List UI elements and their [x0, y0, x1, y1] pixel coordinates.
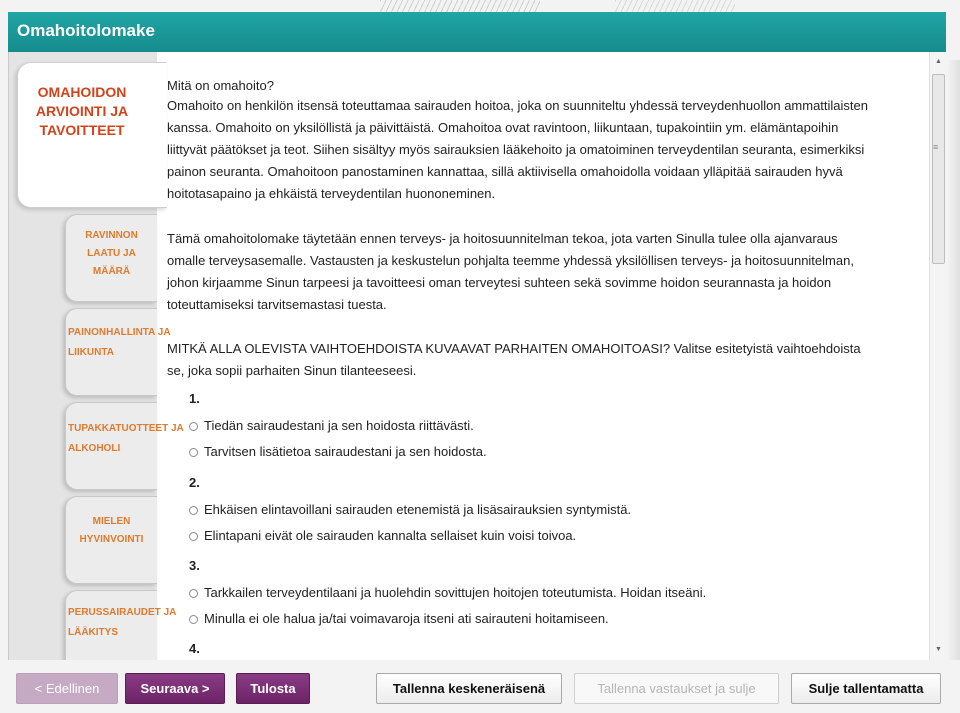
tab-strip	[9, 52, 184, 660]
tab-mielen-hyvinvointi[interactable]	[65, 496, 157, 584]
grip-icon: ≡	[933, 142, 939, 152]
save-draft-button[interactable]: Tallenna keskeneräisenä	[376, 673, 562, 704]
scroll-up-arrow-icon[interactable]: ▲	[935, 58, 942, 65]
tab-omahoidon-arviointi[interactable]	[17, 62, 167, 208]
question-intro-line: MITKÄ ALLA OLEVISTA VAIHTOEHDOISTA KUVAAVAT PARHAITEN OMAHOITOASI? Valitse esitetyistä vaihtoehdoista	[167, 341, 861, 356]
tab-label-active: OMAHOIDON ARVIOINTI JA TAVOITTEET	[35, 84, 129, 138]
tab-label: TUPAKKATUOTTEET JA ALKOHOLI	[68, 423, 184, 454]
intro-line: hoitotasapaino ja ehkäistä terveydentilan huononeminen.	[167, 186, 496, 201]
answer-option[interactable]	[189, 609, 609, 629]
window-title: Omahoitolomake	[8, 12, 946, 52]
option-label: Elintapani eivät ole sairauden kannalta sellaiset kuin voisi toivoa.	[204, 528, 577, 543]
tab-label: MIELEN HYVINVOINTI	[79, 516, 144, 545]
intro-line: kanssa. Omahoito on yksilöllistä ja päivittäistä. Omahoitoa ovat ravintoon, liikuntaan, tupakointiin ym. elämäntapoihin	[167, 120, 839, 135]
tab-tupakka[interactable]	[65, 402, 184, 490]
decorative-edge	[946, 60, 960, 660]
save-and-close-button[interactable]: Tallenna vastaukset ja sulje	[574, 673, 779, 704]
print-button[interactable]: Tulosta	[236, 673, 310, 704]
question-number: 3.	[189, 558, 200, 573]
intro-line: painon seuranta. Omahoitoon panostaminen kannattaa, sillä aktiivisella omahoidolla voidaan ylläpitää sairauden hyvä	[167, 164, 843, 179]
answer-option[interactable]	[189, 416, 474, 436]
radio-button[interactable]	[189, 422, 198, 431]
radio-button[interactable]	[189, 589, 198, 598]
previous-button[interactable]: < Edellinen	[16, 673, 118, 704]
scrollbar-thumb[interactable]	[932, 74, 945, 264]
form-info-line: Tämä omahoitolomake täytetään ennen terveys- ja hoitosuunnitelman tekoa, jota varten Sinulla tulee olla ajanvaraus	[167, 231, 838, 246]
radio-button[interactable]	[189, 448, 198, 457]
question-number: 4.	[189, 641, 200, 656]
radio-button[interactable]	[189, 532, 198, 541]
option-label: Tiedän sairaudestani ja sen hoidosta riittävästi.	[204, 418, 474, 433]
tab-label: PAINONHALLINTA JA LIIKUNTA	[68, 327, 171, 358]
radio-button[interactable]	[189, 615, 198, 624]
radio-button[interactable]	[189, 506, 198, 515]
tab-label: RAVINNON LAATU JA MÄÄRÄ	[85, 230, 138, 277]
tab-label: PERUSSAIRAUDET JA LÄÄKITYS	[68, 607, 176, 638]
question-number: 1.	[189, 391, 200, 406]
option-label: Tarkkailen terveydentilaani ja huolehdin sovittujen hoitojen toteutumista. Hoidan itseäni.	[204, 585, 707, 600]
answer-option[interactable]	[189, 500, 631, 520]
question-number: 2.	[189, 475, 200, 490]
form-info-line: toteuttamiseksi tarvitsemastasi tuesta.	[167, 297, 387, 312]
vertical-scrollbar[interactable]	[929, 52, 946, 660]
scroll-down-arrow-icon[interactable]: ▼	[935, 646, 942, 653]
form-panel	[8, 52, 946, 660]
option-label: Minulla ei ole halua ja/tai voimavaroja itseni ati sairauteni hoitamiseen.	[204, 611, 609, 626]
intro-line: Omahoito on henkilön itsensä toteuttamaa sairauden hoitoa, joka on suunniteltu yhdessä terveydenhuollon ammattilaisten	[167, 98, 868, 113]
heading-omahoito: Mitä on omahoito?	[167, 78, 274, 93]
question-intro-line: se, joka sopii parhaiten Sinun tilanteeseesi.	[167, 363, 417, 378]
intro-line: liittyvät päätökset ja teot. Siihen sisältyy myös sairauksien lääkehoito ja omatoiminen terveydentilan seuranta, esimerkiksi	[167, 142, 865, 157]
answer-option[interactable]	[189, 583, 706, 603]
option-label: Tarvitsen lisätietoa sairaudestani ja sen hoidosta.	[204, 444, 487, 459]
tab-painonhallinta[interactable]	[65, 308, 171, 396]
form-info-line: johon kirjaamme Sinun tarpeesi ja tavoitteesi oman terveytesi suhteen sekä sovimme hoidon seurannasta ja hoidon	[167, 275, 832, 290]
footer-bar	[8, 660, 946, 713]
tab-ravinto[interactable]	[65, 214, 157, 302]
close-without-saving-button[interactable]: Sulje tallentamatta	[791, 673, 941, 704]
option-label: Ehkäisen elintavoillani sairauden etenemistä ja lisäsairauksien syntymistä.	[204, 502, 632, 517]
form-info-line: omalle terveysasemalle. Vastausten ja keskustelun pohjalta teemme yhdessä yksilöllisen terveys- ja hoitosuunnitelman,	[167, 253, 854, 268]
content-area	[167, 52, 925, 660]
answer-option[interactable]	[189, 442, 487, 462]
next-button[interactable]: Seuraava >	[125, 673, 225, 704]
answer-option[interactable]	[189, 526, 576, 546]
